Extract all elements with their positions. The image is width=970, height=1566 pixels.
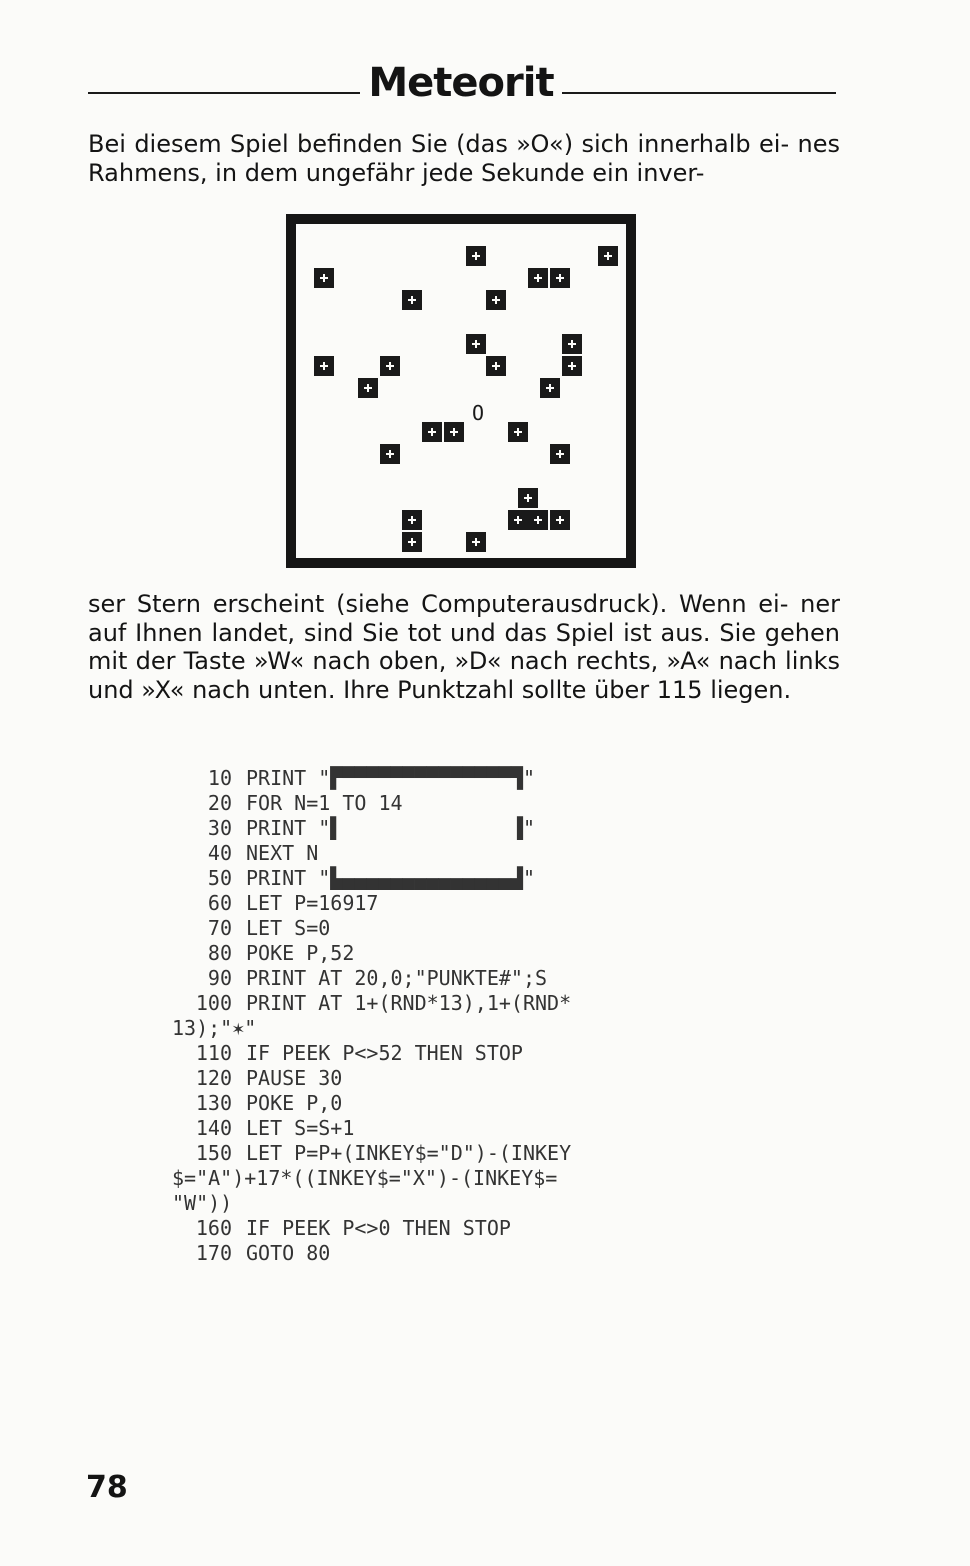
code-statement: LET P=16917 — [246, 891, 379, 915]
line-number: 170 — [195, 1241, 232, 1265]
code-continuation: 13);"✶" — [172, 1016, 257, 1040]
code-line-90 — [160, 966, 680, 991]
meteor-block — [402, 290, 422, 310]
rules-paragraph: ser Stern erscheint (siehe Computerausdruck). Wenn ei- ner auf Ihnen landet, sind Sie tot und das Spiel ist aus. Sie gehen mit der Taste »W« nach oben, »D« nach rechts, »A« nach links und »X« nach unten. Ihre Punktzahl sollte über 115 liegen. — [88, 590, 840, 704]
code-line-70 — [160, 916, 680, 941]
page-title: Meteorit — [368, 60, 554, 106]
meteor-block — [540, 378, 560, 398]
line-number: 20 — [207, 791, 232, 815]
meteor-block — [402, 532, 422, 552]
meteor-block — [508, 422, 528, 442]
meteor-block — [550, 268, 570, 288]
code-continuation: $="A")+17*((INKEY$="X")-(INKEY$= — [172, 1166, 558, 1190]
title-rule-left — [88, 92, 360, 94]
code-statement: LET S=0 — [246, 916, 331, 940]
code-statement: IF PEEK P<>0 THEN STOP — [246, 1216, 511, 1240]
title-row — [88, 58, 836, 108]
meteor-block — [314, 268, 334, 288]
code-statement: POKE P,52 — [246, 941, 355, 965]
line-number: 130 — [195, 1091, 232, 1115]
meteor-block — [550, 510, 570, 530]
meteor-block — [358, 378, 378, 398]
meteor-block — [508, 510, 528, 530]
code-line-110 — [160, 1041, 680, 1066]
meteor-block — [380, 356, 400, 376]
code-line-continuation — [160, 1016, 680, 1041]
line-number: 160 — [195, 1216, 232, 1240]
basic-program-listing — [160, 766, 680, 1266]
meteor-block — [422, 422, 442, 442]
code-statement: POKE P,0 — [246, 1091, 343, 1115]
line-number: 120 — [195, 1066, 232, 1090]
line-number: 50 — [207, 866, 232, 890]
code-statement: IF PEEK P<>52 THEN STOP — [246, 1041, 523, 1065]
player-o: O — [471, 401, 485, 425]
line-number: 30 — [207, 816, 232, 840]
meteor-block — [444, 422, 464, 442]
code-statement: PRINT "▙▄▄▄▄▄▄▄▄▄▄▄▄▄▄▟" — [246, 866, 535, 890]
code-statement: PAUSE 30 — [246, 1066, 343, 1090]
meteor-block — [562, 356, 582, 376]
meteor-block — [562, 334, 582, 354]
meteor-block — [528, 268, 548, 288]
meteor-block — [466, 246, 486, 266]
code-line-20 — [160, 791, 680, 816]
game-screen-printout — [286, 214, 636, 568]
code-statement: LET P=P+(INKEY$="D")-(INKEY — [246, 1141, 572, 1165]
code-statement: PRINT "▌ ▐" — [246, 816, 535, 840]
code-statement: GOTO 80 — [246, 1241, 331, 1265]
code-line-60 — [160, 891, 680, 916]
code-continuation: "W")) — [172, 1191, 233, 1215]
code-line-30 — [160, 816, 680, 841]
line-number: 40 — [207, 841, 232, 865]
code-line-40 — [160, 841, 680, 866]
line-number: 110 — [195, 1041, 232, 1065]
line-number: 150 — [195, 1141, 232, 1165]
meteor-block — [518, 488, 538, 508]
code-line-120 — [160, 1066, 680, 1091]
page-number: 78 — [86, 1470, 128, 1505]
intro-paragraph: Bei diesem Spiel befinden Sie (das »O«) sich innerhalb ei- nes Rahmens, in dem ungefähr jede Sekunde ein inver- — [88, 130, 840, 187]
meteor-block — [598, 246, 618, 266]
meteor-block — [314, 356, 334, 376]
line-number: 90 — [207, 966, 232, 990]
code-line-10 — [160, 766, 680, 791]
line-number: 80 — [207, 941, 232, 965]
code-line-160 — [160, 1216, 680, 1241]
meteor-block — [402, 510, 422, 530]
meteor-block — [486, 356, 506, 376]
line-number: 140 — [195, 1116, 232, 1140]
title-rule-right — [562, 92, 836, 94]
line-number: 60 — [207, 891, 232, 915]
game-field — [296, 224, 626, 558]
code-line-150 — [160, 1141, 680, 1166]
code-line-140 — [160, 1116, 680, 1141]
code-line-100 — [160, 991, 680, 1016]
code-statement: PRINT AT 1+(RND*13),1+(RND* — [246, 991, 572, 1015]
code-line-80 — [160, 941, 680, 966]
code-line-50 — [160, 866, 680, 891]
line-number: 10 — [207, 766, 232, 790]
code-line-170 — [160, 1241, 680, 1266]
code-statement: LET S=S+1 — [246, 1116, 355, 1140]
line-number: 70 — [207, 916, 232, 940]
code-statement: FOR N=1 TO 14 — [246, 791, 403, 815]
code-statement: NEXT N — [246, 841, 319, 865]
code-line-130 — [160, 1091, 680, 1116]
meteor-block — [486, 290, 506, 310]
meteor-block — [380, 444, 400, 464]
code-statement: PRINT "▛▀▀▀▀▀▀▀▀▀▀▀▀▀▀▜" — [246, 766, 535, 790]
code-line-continuation — [160, 1166, 680, 1191]
code-statement: PRINT AT 20,0;"PUNKTE#";S — [246, 966, 548, 990]
line-number: 100 — [195, 991, 232, 1015]
meteor-block — [528, 510, 548, 530]
code-line-continuation — [160, 1191, 680, 1216]
meteor-block — [466, 532, 486, 552]
meteor-block — [550, 444, 570, 464]
meteor-block — [466, 334, 486, 354]
